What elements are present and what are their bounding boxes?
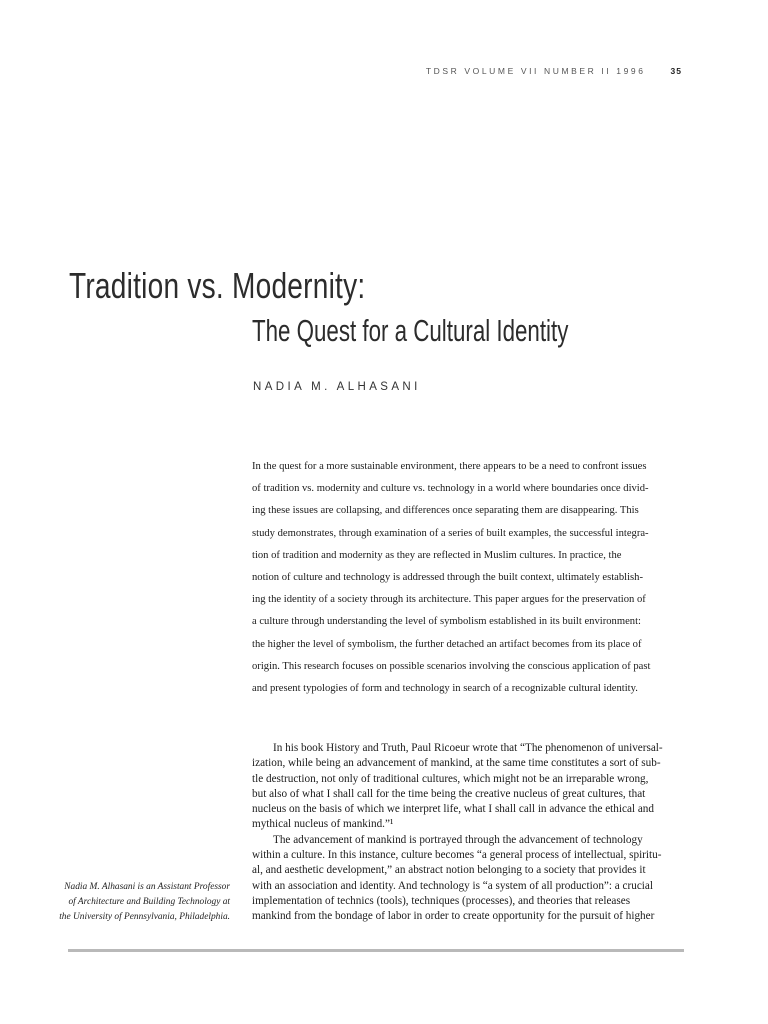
bio-line: the University of Pennsylvania, Philadelphia.	[59, 912, 230, 923]
abstract-line: notion of culture and technology is addressed through the built context, ultimately establish-	[252, 571, 644, 583]
author-name: NADIA M. ALHASANI	[253, 381, 421, 393]
running-head-text: TDSR VOLUME VII NUMBER II 1996	[425, 66, 646, 76]
abstract-line: study demonstrates, through examination of a series of built examples, the successful integra-	[252, 527, 649, 539]
body-line: nucleus on the basis of which we interpret life, what I shall call in advance the ethical and	[252, 803, 654, 816]
abstract-line: the higher the level of symbolism, the further detached an artifact becomes from its place of	[252, 638, 642, 650]
bio-line: of Architecture and Building Technology at	[68, 897, 230, 908]
abstract-line: origin. This research focuses on possible scenarios involving the conscious application of past	[252, 660, 651, 672]
body-line: within a culture. In this instance, culture becomes “a general process of intellectual, spiritu-	[252, 849, 662, 862]
body-line: ization, while being an advancement of mankind, at the same time constitutes a sort of sub-	[252, 757, 661, 770]
bio-line: Nadia M. Alhasani is an Assistant Professor	[64, 882, 230, 892]
page-number: 35	[670, 66, 682, 76]
body-line: implementation of technics (tools), techniques (processes), and theories that releases	[252, 894, 631, 907]
abstract-line: a culture through understanding the level of symbolism established in its built environment:	[252, 616, 641, 628]
body-line: but also of what I shall call for the time being the creative nucleus of great cultures, that	[252, 787, 646, 800]
abstract-line: of tradition vs. modernity and culture vs. technology in a world where boundaries once divid-	[252, 483, 649, 495]
body-line: In his book History and Truth, Paul Ricoeur wrote that “The phenomenon of universal-	[273, 742, 663, 754]
body-line: The advancement of mankind is portrayed through the advancement of technology	[273, 833, 643, 846]
footer-rule	[68, 949, 684, 952]
body-line: mythical nucleus of mankind.”¹	[252, 818, 394, 831]
abstract-line: and present typologies of form and technology in search of a recognizable cultural identity.	[252, 682, 638, 694]
running-header	[426, 66, 682, 76]
article-title: Tradition vs. Modernity:	[69, 265, 366, 306]
author-bio	[59, 880, 230, 926]
body-line: tle destruction, not only of traditional cultures, which might not be an irreparable wrong,	[252, 772, 649, 785]
body-text	[252, 741, 684, 925]
abstract-line: ing these issues are collapsing, and differences once separating them are disappearing. This	[252, 505, 639, 517]
body-line: al, and aesthetic development,” an abstract notion belonging to a society that provides it	[252, 864, 646, 877]
abstract-line: tion of tradition and modernity as they are reflected in Muslim cultures. In practice, the	[252, 549, 622, 561]
abstract-line: In the quest for a more sustainable environment, there appears to be a need to confront issues	[252, 461, 647, 472]
article-subtitle: The Quest for a Cultural Identity	[252, 313, 569, 348]
abstract	[252, 456, 684, 700]
abstract-line: ing the identity of a society through its architecture. This paper argues for the preservation of	[252, 594, 646, 606]
body-line: mankind from the bondage of labor in order to create opportunity for the pursuit of higher	[252, 910, 655, 923]
body-line: with an association and identity. And technology is “a system of all production”: a crucial	[252, 879, 653, 892]
